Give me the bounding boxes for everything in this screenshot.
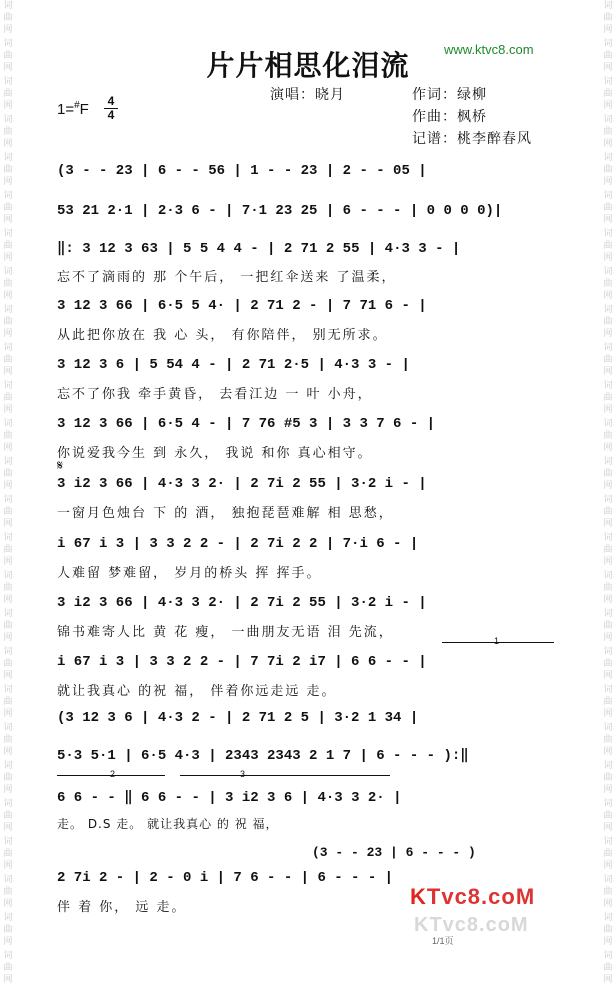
side-watermark-char: 网 [3, 215, 13, 225]
notation-line: 53 21 2·1 | 2·3 6 - | 7·1 23 25 | 6 - - - | 0 0 0 0)| [57, 203, 503, 219]
notation-line: (3 - - 23 | 6 - - 56 | 1 - - 23 | 2 - - 05 | [57, 163, 427, 179]
side-watermark-char: 词 [603, 723, 613, 733]
key-signature [57, 100, 89, 118]
side-watermark-char: 词 [3, 39, 13, 49]
lyric-line: 你说爱我今生 到 永久， 我说 和你 真心相守。 [57, 446, 373, 461]
side-watermark-char: 网 [3, 633, 13, 643]
side-watermark-char: 网 [3, 709, 13, 719]
side-watermark-char: 词 [603, 115, 613, 125]
side-watermark-char: 网 [3, 367, 13, 377]
notation-line: ‖: 3 12 3 63 | 5 5 4 4 - | 2 71 2 55 | 4·3 3 - | [57, 241, 461, 257]
side-watermark-char: 词 [603, 533, 613, 543]
side-watermark-char: 曲 [3, 13, 13, 23]
side-watermark-char: 网 [3, 937, 13, 947]
side-watermark-char: 词 [3, 837, 13, 847]
side-watermark-char: 曲 [603, 545, 613, 555]
side-watermark-char: 词 [3, 267, 13, 277]
side-watermark-char: 曲 [3, 887, 13, 897]
side-watermark-char: 曲 [603, 165, 613, 175]
volta-number: 3 [240, 769, 246, 779]
side-watermark-char: 词 [3, 685, 13, 695]
side-watermark-char: 网 [603, 785, 613, 795]
side-watermark-char: 词 [603, 77, 613, 87]
side-watermark-char: 网 [603, 101, 613, 111]
lyric-line: 就让我真心 的祝 福， 伴着你远走远 走。 [57, 684, 337, 699]
side-watermark-char: 曲 [603, 241, 613, 251]
side-watermark-char: 词 [3, 229, 13, 239]
side-watermark-char: 曲 [3, 127, 13, 137]
side-watermark-char: 曲 [3, 811, 13, 821]
notation-line: 3 12 3 6 | 5 54 4 - | 2 71 2·5 | 4·3 3 - | [57, 357, 410, 373]
side-watermark-char: 词 [603, 1, 613, 11]
side-watermark-char: 词 [603, 305, 613, 315]
side-watermark-char: 网 [3, 861, 13, 871]
side-watermark-char: 网 [3, 519, 13, 529]
side-watermark-char: 网 [603, 709, 613, 719]
side-watermark-char: 曲 [603, 621, 613, 631]
side-watermark-char: 曲 [3, 241, 13, 251]
side-watermark-char: 网 [3, 329, 13, 339]
side-watermark-char: 曲 [603, 659, 613, 669]
website-link[interactable]: www.ktvc8.com [444, 42, 534, 57]
side-watermark-char: 词 [3, 913, 13, 923]
side-watermark-char: 网 [3, 291, 13, 301]
side-watermark-char: 曲 [3, 279, 13, 289]
side-watermark-char: 词 [603, 267, 613, 277]
side-watermark-char: 曲 [603, 203, 613, 213]
side-watermark-char: 词 [603, 229, 613, 239]
side-watermark-char: 网 [603, 899, 613, 909]
side-watermark-char: 网 [3, 405, 13, 415]
side-watermark-char: 曲 [3, 925, 13, 935]
side-watermark-char: 网 [603, 595, 613, 605]
lyric-line: 忘不了滴雨的 那 个午后， 一把红伞送来 了温柔， [57, 270, 397, 285]
time-signature-top: 4 [107, 94, 115, 108]
side-watermark-char: 网 [603, 519, 613, 529]
side-watermark-char: 曲 [3, 89, 13, 99]
side-watermark-char: 曲 [3, 355, 13, 365]
notation-line: 3 12 3 66 | 6·5 5 4· | 2 71 2 - | 7 71 6 - | [57, 298, 427, 314]
song-title: 片片相思化泪流 [206, 49, 410, 82]
side-watermark-char: 词 [3, 153, 13, 163]
side-watermark-char: 网 [3, 443, 13, 453]
side-watermark-char: 曲 [603, 51, 613, 61]
side-watermark-left [2, 0, 14, 985]
lyric-line: 走。 D.S 走。 就让我真心 的 祝 福， [57, 817, 279, 831]
key-note: F [79, 101, 89, 118]
notation-line: 2 7i 2 - | 2 - 0 i | 7 6 - - | 6 - - - | [57, 870, 394, 886]
side-watermark-char: 网 [603, 557, 613, 567]
side-watermark-char: 词 [3, 571, 13, 581]
side-watermark-char: 词 [603, 913, 613, 923]
side-watermark-char: 词 [603, 495, 613, 505]
side-watermark-char: 网 [3, 595, 13, 605]
side-watermark-char: 网 [603, 25, 613, 35]
credit-transcriber: 记谱：桃李醉春风 [412, 131, 532, 147]
side-watermark-char: 曲 [3, 203, 13, 213]
side-watermark-char: 词 [603, 39, 613, 49]
side-watermark-char: 网 [3, 177, 13, 187]
notation-line: 3 i2 3 66 | 4·3 3 2· | 2 7i 2 55 | 3·2 i - | [57, 595, 427, 611]
side-watermark-char: 网 [3, 25, 13, 35]
side-watermark-char: 网 [603, 823, 613, 833]
volta-number: 1 [494, 636, 500, 646]
side-watermark-char: 网 [603, 291, 613, 301]
side-watermark-char: 词 [3, 305, 13, 315]
side-watermark-char: 曲 [603, 811, 613, 821]
side-watermark-char: 词 [603, 419, 613, 429]
side-watermark-char: 曲 [3, 735, 13, 745]
side-watermark-char: 网 [3, 785, 13, 795]
key-prefix: 1= [57, 101, 75, 118]
side-watermark-char: 网 [603, 253, 613, 263]
side-watermark-char: 网 [603, 633, 613, 643]
side-watermark-char: 网 [603, 177, 613, 187]
side-watermark-char: 曲 [603, 317, 613, 327]
side-watermark-char: 曲 [3, 697, 13, 707]
side-watermark-char: 曲 [603, 507, 613, 517]
coda-intro: (3 - - 23 | 6 - - - ) [312, 845, 476, 860]
side-watermark-char: 词 [603, 799, 613, 809]
credit-singer: 演唱：晓月 [270, 87, 345, 103]
side-watermark-char: 曲 [603, 13, 613, 23]
side-watermark-char: 网 [3, 253, 13, 263]
side-watermark-char: 曲 [603, 469, 613, 479]
side-watermark-char: 曲 [3, 317, 13, 327]
side-watermark-char: 词 [3, 533, 13, 543]
side-watermark-char: 词 [3, 381, 13, 391]
side-watermark-char: 曲 [603, 925, 613, 935]
side-watermark-char: 词 [3, 191, 13, 201]
side-watermark-char: 曲 [603, 393, 613, 403]
side-watermark-char: 词 [3, 799, 13, 809]
notation-line: 6 6 - - ‖ 6 6 - - | 3 i2 3 6 | 4·3 3 2· | [57, 790, 402, 806]
lyric-line: 忘不了你我 牵手黄昏， 去看江边 一 叶 小舟， [57, 387, 373, 402]
lyric-line: 伴 着 你， 远 走。 [57, 900, 187, 915]
side-watermark-char: 网 [603, 139, 613, 149]
credit-composer: 作曲：枫桥 [412, 109, 487, 125]
side-watermark-char: 词 [3, 609, 13, 619]
side-watermark-char: 网 [603, 861, 613, 871]
side-watermark-char: 词 [603, 761, 613, 771]
side-watermark-char: 词 [603, 343, 613, 353]
time-signature-bottom: 4 [107, 108, 115, 122]
side-watermark-char: 曲 [3, 583, 13, 593]
side-watermark-char: 词 [603, 837, 613, 847]
side-watermark-char: 网 [3, 557, 13, 567]
side-watermark-char: 网 [603, 443, 613, 453]
side-watermark-char: 词 [603, 647, 613, 657]
ktvc8-logo-reflection: KTvc8.coM [414, 914, 529, 936]
side-watermark-char: 曲 [603, 355, 613, 365]
notation-line: 5·3 5·1 | 6·5 4·3 | 2343 2343 2 1 7 | 6 - - - ):‖ [57, 748, 469, 764]
side-watermark-char: 网 [3, 671, 13, 681]
side-watermark-char: 词 [3, 77, 13, 87]
side-watermark-char: 曲 [3, 507, 13, 517]
side-watermark-char: 曲 [3, 51, 13, 61]
side-watermark-char: 曲 [3, 963, 13, 973]
side-watermark-char: 曲 [3, 849, 13, 859]
volta-bracket-3 [180, 775, 390, 776]
side-watermark-char: 曲 [3, 431, 13, 441]
lyric-line: 人难留 梦难留， 岁月的桥头 挥 挥手。 [57, 566, 322, 581]
side-watermark-char: 词 [3, 761, 13, 771]
credit-lyricist: 作词：绿柳 [412, 87, 487, 103]
side-watermark-char: 网 [603, 937, 613, 947]
notation-line: i 67 i 3 | 3 3 2 2 - | 7 7i 2 i7 | 6 6 - - | [57, 654, 427, 670]
ktvc8-logo: KTvc8.coM [410, 884, 536, 909]
volta-number: 2 [110, 769, 116, 779]
side-watermark-char: 网 [3, 101, 13, 111]
side-watermark-char: 网 [603, 405, 613, 415]
side-watermark-char: 词 [3, 951, 13, 961]
side-watermark-char: 曲 [3, 621, 13, 631]
side-watermark-char: 词 [603, 609, 613, 619]
side-watermark-char: 词 [3, 115, 13, 125]
side-watermark-char: 网 [603, 975, 613, 985]
lyric-line: 锦书难寄人比 黄 花 瘦， 一曲朋友无语 泪 先流， [57, 625, 394, 640]
side-watermark-char: 词 [3, 875, 13, 885]
side-watermark-char: 曲 [3, 545, 13, 555]
side-watermark-char: 曲 [3, 469, 13, 479]
side-watermark-char: 网 [3, 899, 13, 909]
segno-sign: 𝄋 [57, 458, 64, 474]
side-watermark-char: 曲 [3, 165, 13, 175]
side-watermark-char: 网 [603, 329, 613, 339]
page-number: 1/1页 [432, 936, 454, 946]
notation-line: (3 12 3 6 | 4·3 2 - | 2 71 2 5 | 3·2 1 34 | [57, 710, 419, 726]
side-watermark-char: 曲 [3, 393, 13, 403]
time-signature [104, 96, 118, 121]
side-watermark-char: 曲 [603, 963, 613, 973]
side-watermark-char: 曲 [603, 735, 613, 745]
side-watermark-char: 网 [603, 747, 613, 757]
side-watermark-char: 词 [603, 381, 613, 391]
side-watermark-char: 曲 [3, 659, 13, 669]
side-watermark-char: 网 [603, 215, 613, 225]
side-watermark-char: 词 [3, 647, 13, 657]
side-watermark-char: 网 [603, 63, 613, 73]
lyric-line: 从此把你放在 我 心 头， 有你陪伴， 别无所求。 [57, 328, 388, 343]
side-watermark-char: 曲 [3, 773, 13, 783]
side-watermark-char: 词 [603, 875, 613, 885]
notation-line: i 67 i 3 | 3 3 2 2 - | 2 7i 2 2 | 7·i 6 - | [57, 536, 419, 552]
side-watermark-char: 网 [603, 481, 613, 491]
side-watermark-char: 曲 [603, 279, 613, 289]
side-watermark-char: 曲 [603, 89, 613, 99]
side-watermark-char: 词 [603, 951, 613, 961]
side-watermark-char: 网 [3, 139, 13, 149]
side-watermark-char: 网 [3, 823, 13, 833]
side-watermark-char: 网 [3, 63, 13, 73]
side-watermark-char: 曲 [603, 773, 613, 783]
side-watermark-char: 网 [3, 481, 13, 491]
notation-line: 3 i2 3 66 | 4·3 3 2· | 2 7i 2 55 | 3·2 i - | [57, 476, 427, 492]
side-watermark-char: 词 [3, 495, 13, 505]
side-watermark-char: 词 [603, 191, 613, 201]
notation-line: 3 12 3 66 | 6·5 4 - | 7 76 #5 3 | 3 3 7 6 - | [57, 416, 436, 432]
side-watermark-char: 网 [3, 747, 13, 757]
side-watermark-char: 词 [3, 457, 13, 467]
side-watermark-char: 词 [3, 419, 13, 429]
side-watermark-char: 词 [603, 153, 613, 163]
side-watermark-right [602, 0, 614, 985]
side-watermark-char: 词 [3, 1, 13, 11]
side-watermark-char: 曲 [603, 583, 613, 593]
side-watermark-char: 词 [603, 571, 613, 581]
side-watermark-char: 曲 [603, 127, 613, 137]
side-watermark-char: 网 [603, 671, 613, 681]
side-watermark-char: 网 [603, 367, 613, 377]
lyric-line: 一窗月色烛台 下 的 酒， 独抱琵琶难解 相 思愁， [57, 506, 394, 521]
side-watermark-char: 曲 [603, 887, 613, 897]
side-watermark-char: 曲 [603, 849, 613, 859]
side-watermark-char: 词 [3, 723, 13, 733]
side-watermark-char: 曲 [603, 697, 613, 707]
side-watermark-char: 词 [603, 685, 613, 695]
key-sharp: # [74, 100, 80, 111]
side-watermark-char: 曲 [603, 431, 613, 441]
side-watermark-char: 词 [603, 457, 613, 467]
side-watermark-char: 词 [3, 343, 13, 353]
side-watermark-char: 网 [3, 975, 13, 985]
